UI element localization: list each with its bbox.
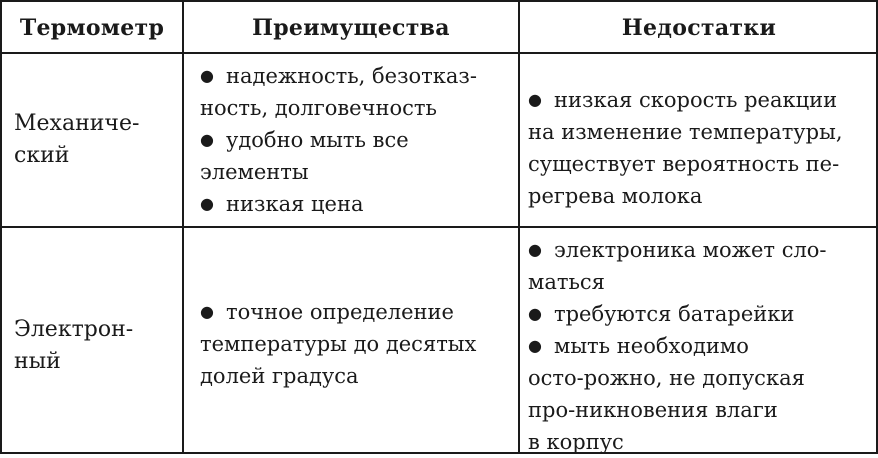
- list-item-continuation: существует вероятность пе-: [528, 152, 840, 176]
- list-item: ● требуются батарейки: [528, 298, 827, 330]
- row-name-mechanical: [14, 108, 139, 172]
- cons-electronic: [528, 234, 827, 458]
- column-divider-2: [518, 2, 520, 452]
- header-advantages: Преимущества: [252, 15, 450, 41]
- list-item-continuation: осто-рожно, не допуская: [528, 366, 805, 390]
- list-item: ● удобно мыть все: [200, 124, 477, 156]
- bullet-icon: ●: [528, 90, 542, 109]
- row-name-line: ский: [14, 143, 70, 168]
- bullet-icon: ●: [528, 304, 542, 323]
- list-item-continuation: температуры до десятых: [200, 332, 477, 356]
- list-item-continuation: ность, долговечность: [200, 96, 437, 120]
- column-divider-1: [182, 2, 184, 452]
- row-name-line: Электрон-: [14, 317, 134, 342]
- list-item-continuation: про-никновения влаги: [528, 398, 778, 422]
- pros-electronic: [200, 296, 476, 392]
- list-item: ● электроника может сло-: [528, 234, 827, 266]
- list-item-continuation: долей градуса: [200, 364, 359, 388]
- bullet-icon: ●: [528, 336, 542, 355]
- bullet-icon: ●: [200, 302, 214, 321]
- list-item: ● мыть необходимо: [528, 330, 827, 362]
- cons-mechanical: [528, 84, 843, 212]
- bullet-icon: ●: [200, 194, 214, 213]
- bullet-icon: ●: [528, 240, 542, 259]
- row-name-electronic: [14, 314, 133, 378]
- list-item: ● низкая скорость реакции: [528, 84, 843, 116]
- header-thermometer: Термометр: [19, 15, 165, 41]
- list-item-continuation: маться: [528, 270, 605, 294]
- bullet-icon: ●: [200, 66, 214, 85]
- list-item-continuation: на изменение температуры,: [528, 120, 843, 144]
- pros-mechanical: [200, 60, 477, 220]
- list-item: ● точное определение: [200, 296, 476, 328]
- list-item-continuation: регрева молока: [528, 184, 703, 208]
- bullet-icon: ●: [200, 130, 214, 149]
- row-name-line: ный: [14, 349, 61, 374]
- list-item: ● низкая цена: [200, 188, 477, 220]
- row-name-line: Механиче-: [14, 111, 140, 136]
- list-item-continuation: в корпус: [528, 430, 624, 454]
- list-item-continuation: элементы: [200, 160, 309, 184]
- list-item: ● надежность, безотказ-: [200, 60, 477, 92]
- header-disadvantages: Недостатки: [621, 15, 777, 41]
- row-divider: [2, 226, 876, 228]
